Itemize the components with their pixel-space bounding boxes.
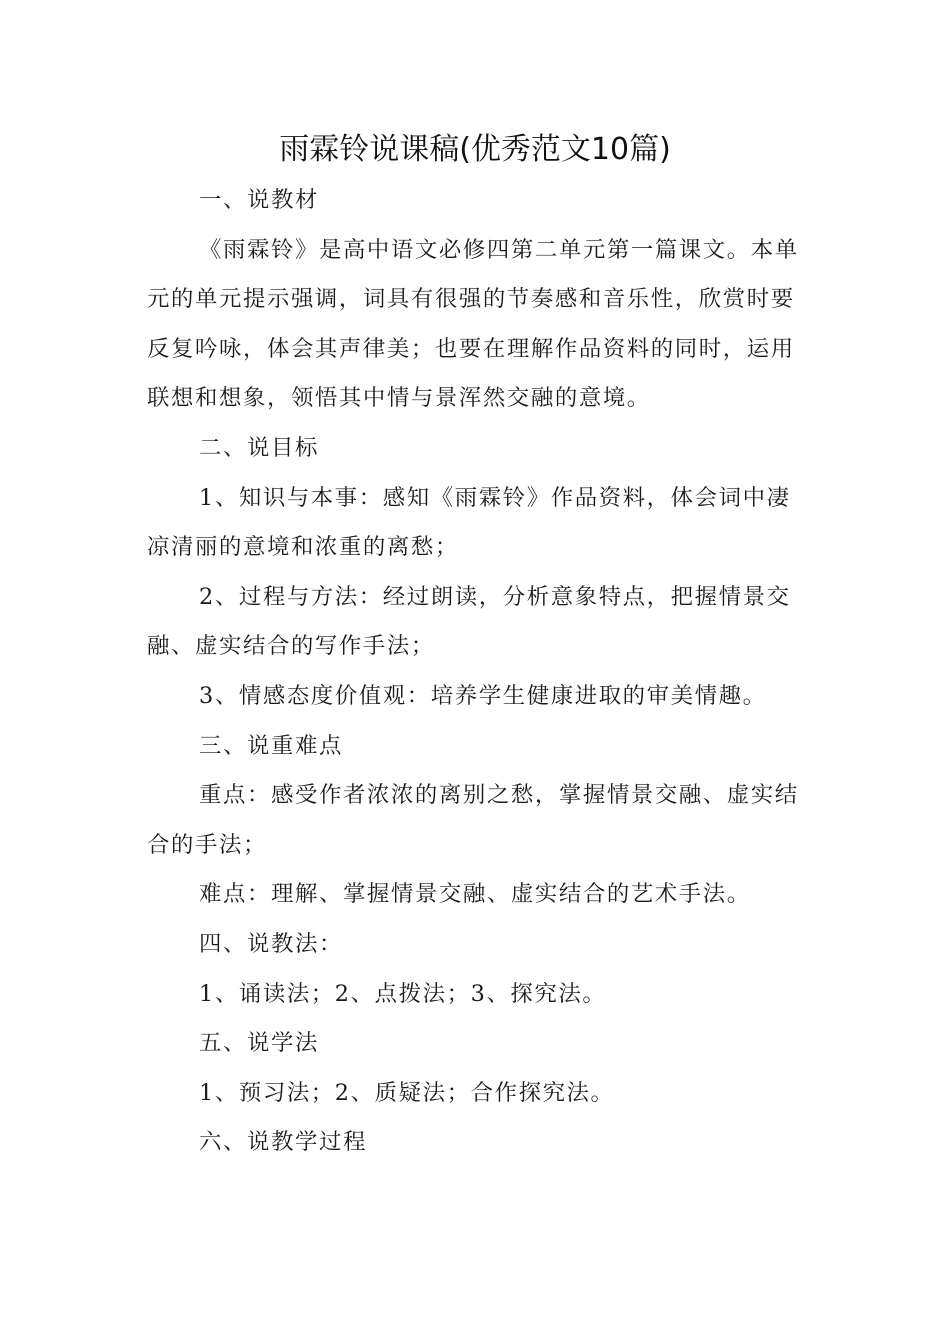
teaching-methods-list: 1、诵读法；2、点拨法；3、探究法。 xyxy=(199,980,607,1007)
section-heading-teaching-methods: 四、说教法： xyxy=(199,930,343,957)
key-point: 重点：感受作者浓浓的离别之愁，掌握情景交融、虚实结合的手法； xyxy=(147,782,799,858)
section-heading-objectives: 二、说目标 xyxy=(199,434,319,461)
paragraph-textbook-description: 《雨霖铃》是高中语文必修四第二单元第一篇课文。本单元的单元提示强调，词具有很强的节奏感和音乐性，欣赏时要反复吟咏，体会其声律美；也要在理解作品资料的同时，运用联想和想象，领悟其中情与景浑然交融的意境。 xyxy=(147,236,799,412)
section-heading-textbook: 一、说教材 xyxy=(199,187,319,213)
document-body xyxy=(147,176,807,1168)
section-heading-key-points: 三、说重难点 xyxy=(199,732,343,759)
document-title: 雨霖铃说课稿(优秀范文10篇) xyxy=(279,132,671,167)
difficult-point: 难点：理解、掌握情景交融、虚实结合的艺术手法。 xyxy=(199,881,751,908)
section-heading-teaching-process: 六、说教学过程 xyxy=(199,1129,367,1156)
learning-methods-list: 1、预习法；2、质疑法；合作探究法。 xyxy=(199,1079,615,1106)
objective-values: 3、情感态度价值观：培养学生健康进取的审美情趣。 xyxy=(199,682,767,709)
objective-process: 2、过程与方法：经过朗读，分析意象特点，把握情景交融、虚实结合的写作手法； xyxy=(147,583,791,660)
objective-knowledge: 1、知识与本事：感知《雨霖铃》作品资料，体会词中凄凉清丽的意境和浓重的离愁； xyxy=(147,484,791,561)
section-heading-learning-methods: 五、说学法 xyxy=(199,1030,319,1057)
